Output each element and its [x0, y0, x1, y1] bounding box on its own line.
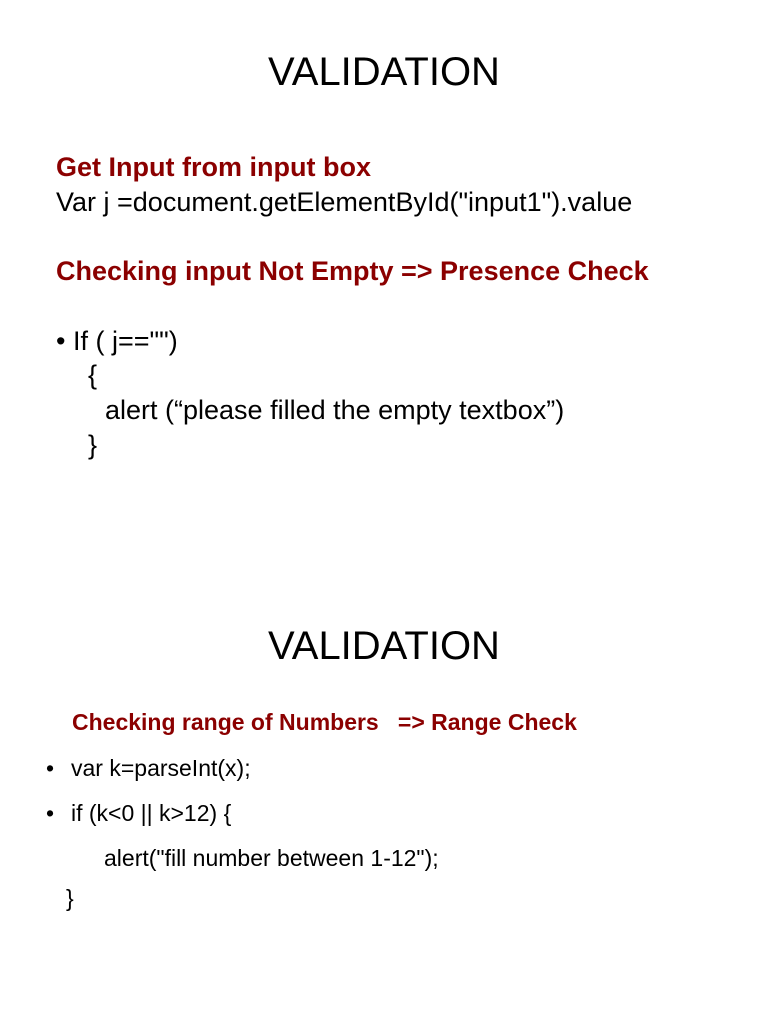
slide-2-title: VALIDATION [268, 624, 500, 668]
code-line-if-range: if (k<0 || k>12) { [71, 800, 232, 826]
get-input-code: Var j =document.getElementById("input1").value [56, 187, 633, 217]
range-check-heading: Checking range of Numbers => Range Check [72, 709, 577, 735]
code-line-if: If ( j=="") [73, 326, 178, 356]
code-line-parseint: var k=parseInt(x); [71, 755, 251, 781]
bullet-marker: • [46, 755, 55, 781]
slide-2 [0, 570, 768, 1024]
bullet-marker: • [56, 326, 66, 356]
get-input-heading: Get Input from input box [56, 152, 371, 182]
bullet-marker: • [46, 800, 55, 826]
presence-check-heading: Checking input Not Empty => Presence Check [56, 256, 649, 286]
code-line-close-brace: } [66, 885, 74, 911]
code-line-open-brace: { [88, 360, 98, 390]
slide-1-title: VALIDATION [268, 50, 500, 94]
code-line-close-brace: } [88, 430, 98, 460]
code-line-alert-range: alert("fill number between 1-12"); [104, 845, 439, 871]
code-line-alert: alert (“please filled the empty textbox”) [105, 395, 565, 425]
